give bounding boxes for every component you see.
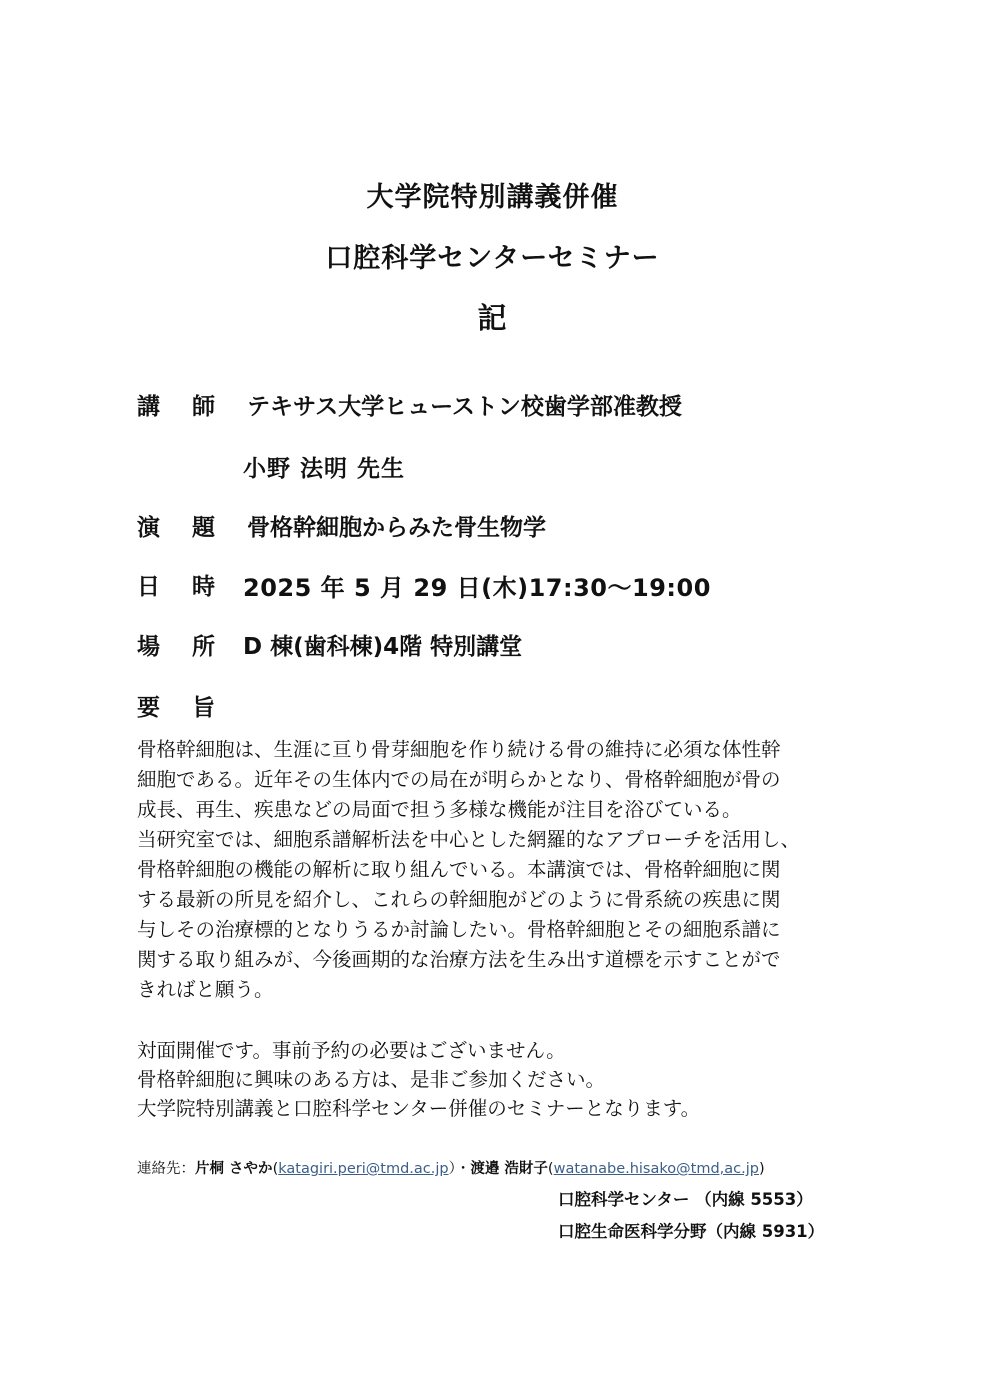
contact-person-1: 片桐 さやか — [195, 1161, 273, 1177]
note-line: 骨格幹細胞に興味のある方は、是非ご参加ください。 — [137, 1068, 606, 1091]
lecturer-name: 小野 法明 先生 — [243, 456, 406, 482]
event-category-title: 大学院特別講義併催 — [366, 182, 619, 213]
contact-email-2-link[interactable]: watanabe.hisako@tmd,ac.jp — [553, 1161, 759, 1177]
abstract-line: 骨格幹細胞は、生涯に亘り骨芽細胞を作り続ける骨の維持に必須な体性幹 — [137, 738, 781, 761]
contact-person-2: 渡邉 浩財子 — [470, 1161, 548, 1177]
contact-line — [137, 1157, 765, 1178]
attendance-notes — [137, 1036, 857, 1123]
lecturer-label: 講 師 — [137, 394, 228, 420]
abstract-line: 細胞である。近年その生体内での局在が明らかとなり、骨格幹細胞が骨の — [137, 768, 781, 791]
notice-heading: 記 — [477, 301, 508, 335]
place-label: 場 所 — [137, 634, 228, 660]
abstract-line: する最新の所見を紹介し、これらの幹細胞がどのように骨系統の疾患に関 — [137, 888, 781, 911]
abstract-line: 与しその治療標的となりうるか討論したい。骨格幹細胞とその細胞系譜に — [137, 918, 781, 941]
abstract-line: 関する取り組みが、今後画期的な治療方法を生み出す道標を示すことがで — [137, 948, 781, 971]
contact-email-1-link[interactable]: katagiri.peri@tmd.ac.jp — [278, 1161, 449, 1177]
lecture-title: 骨格幹細胞からみた骨生物学 — [247, 515, 546, 541]
contact-separator: ）・ — [448, 1161, 471, 1177]
lecture-title-label: 演 題 — [137, 515, 228, 541]
paren-open: ( — [272, 1161, 279, 1177]
summary-label: 要 旨 — [137, 695, 228, 721]
dept-oral-life-medical-science: 口腔生命医科学分野（内線 5931） — [558, 1222, 825, 1241]
paren-close: ) — [758, 1161, 765, 1177]
datetime-value: 2025 年 5 月 29 日(木)17:30〜19:00 — [243, 574, 711, 602]
lecturer-affiliation: テキサス大学ヒューストン校歯学部准教授 — [247, 394, 682, 420]
abstract-body — [137, 735, 857, 1005]
datetime-label: 日 時 — [137, 574, 228, 600]
abstract-line: きればと願う。 — [137, 978, 274, 1001]
dept-oral-science-center: 口腔科学センター （内線 5553） — [558, 1190, 813, 1209]
paren-open-2: ( — [547, 1161, 554, 1177]
abstract-line: 当研究室では、細胞系譜解析法を中心とした網羅的なアプローチを活用し、 — [137, 828, 801, 851]
abstract-line: 成長、再生、疾患などの局面で担う多様な機能が注目を浴びている。 — [137, 798, 742, 821]
note-line: 大学院特別講義と口腔科学センター併催のセミナーとなります。 — [137, 1097, 701, 1120]
abstract-line: 骨格幹細胞の機能の解析に取り組んでいる。本講演では、骨格幹細胞に関 — [137, 858, 781, 881]
place-value: D 棟(歯科棟)4階 特別講堂 — [243, 634, 523, 660]
contact-prefix: 連絡先： — [137, 1161, 195, 1177]
seminar-title: 口腔科学センターセミナー — [325, 243, 660, 274]
note-line: 対面開催です。事前予約の必要はございません。 — [137, 1039, 566, 1062]
